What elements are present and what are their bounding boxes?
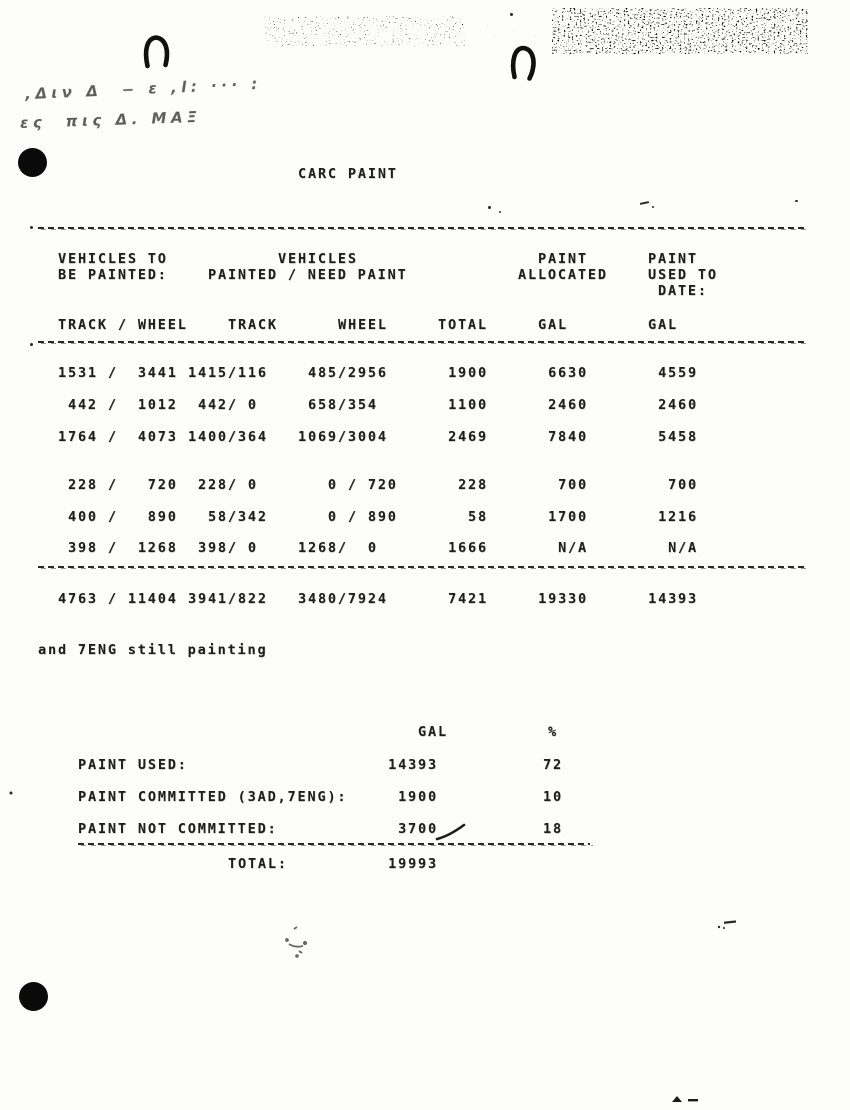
summary-pct-paint-used: 72 bbox=[543, 757, 563, 773]
scan-speck bbox=[30, 226, 33, 229]
cell-gal-used: 4559 bbox=[658, 365, 698, 381]
cell-gal-used: 1216 bbox=[658, 509, 698, 525]
scan-speck bbox=[488, 206, 491, 209]
summary-pct-paint-committed: 10 bbox=[543, 789, 563, 805]
punch-hole-bottom bbox=[19, 982, 48, 1011]
note-line: and 7ENG still painting bbox=[38, 642, 268, 658]
cell-total-gal-used: 14393 bbox=[648, 591, 698, 607]
cell-vehicles-track-wheel: 1531 / 3441 bbox=[58, 365, 178, 381]
group-header-paint-allocated-1: PAINT bbox=[538, 251, 588, 267]
scan-speck bbox=[499, 211, 501, 213]
cell-gal-used: 2460 bbox=[658, 397, 698, 413]
cell-total: 1666 bbox=[448, 540, 488, 556]
scan-speck bbox=[30, 343, 33, 346]
cell-painted-track: 442/ 0 bbox=[188, 397, 258, 413]
scan-speck bbox=[510, 13, 513, 16]
summary-label-paint-not-committed: PAINT NOT COMMITTED: bbox=[78, 821, 278, 837]
cell-painted-track: 58/342 bbox=[188, 509, 268, 525]
cell-painted-track: 1415/116 bbox=[188, 365, 268, 381]
cell-vehicles-track-wheel: 1764 / 4073 bbox=[58, 429, 178, 445]
cell-total: 1100 bbox=[448, 397, 488, 413]
handwritten-check-mark bbox=[437, 825, 464, 839]
summary-header-gal: GAL bbox=[418, 724, 448, 740]
scan-speck bbox=[652, 206, 654, 208]
summary-header-pct: % bbox=[548, 724, 558, 740]
handwriting-annotation-line2: ες πις Δ. ΜΑΞ bbox=[19, 107, 202, 133]
group-header-vehicles: VEHICLES bbox=[278, 251, 358, 267]
cell-gal-allocated: 6630 bbox=[548, 365, 588, 381]
cell-total: 228 bbox=[458, 477, 488, 493]
cell-painted-wheel: 0 / 720 bbox=[298, 477, 398, 493]
cell-vehicles-track-wheel: 442 / 1012 bbox=[58, 397, 178, 413]
group-header-be-painted: BE PAINTED: bbox=[58, 267, 168, 283]
cell-painted-wheel: 485/2956 bbox=[298, 365, 388, 381]
cell-gal-used: 5458 bbox=[658, 429, 698, 445]
summary-total-label: TOTAL: bbox=[228, 856, 288, 872]
summary-gal-paint-used: 14393 bbox=[388, 757, 438, 773]
cell-total: 1900 bbox=[448, 365, 488, 381]
summary-rule bbox=[78, 843, 590, 845]
table-rule-total bbox=[38, 566, 808, 568]
group-header-vehicles-to: VEHICLES TO bbox=[58, 251, 168, 267]
scan-speck bbox=[640, 201, 649, 205]
cell-vehicles-track-wheel: 398 / 1268 bbox=[58, 540, 178, 556]
cell-gal-allocated: N/A bbox=[558, 540, 588, 556]
cell-painted-track: 398/ 0 bbox=[188, 540, 258, 556]
table-rule-header bbox=[38, 341, 808, 343]
handwriting-annotation-line1: ,Διν Δ − ε ,l: ··· : bbox=[24, 74, 263, 104]
cell-gal-allocated: 2460 bbox=[548, 397, 588, 413]
cell-painted-wheel: 1268/ 0 bbox=[298, 540, 378, 556]
group-header-paint-used-2: USED TO bbox=[648, 267, 718, 283]
column-header-gal-used: GAL bbox=[648, 317, 678, 333]
summary-pct-paint-not-committed: 18 bbox=[543, 821, 563, 837]
binder-ring-mark-left bbox=[146, 38, 167, 67]
summary-gal-paint-committed: 1900 bbox=[398, 789, 438, 805]
cell-total-vehicles-track-wheel: 4763 / 11404 bbox=[58, 591, 178, 607]
report-title: CARC PAINT bbox=[298, 166, 398, 182]
scan-mark-right bbox=[718, 920, 736, 929]
group-header-paint-used-1: PAINT bbox=[648, 251, 698, 267]
cell-total-total: 7421 bbox=[448, 591, 488, 607]
cell-gal-used: 700 bbox=[668, 477, 698, 493]
cell-gal-used: N/A bbox=[668, 540, 698, 556]
cell-total-painted-wheel: 3480/7924 bbox=[298, 591, 388, 607]
column-header-gal-allocated: GAL bbox=[538, 317, 568, 333]
summary-label-paint-used: PAINT USED: bbox=[78, 757, 188, 773]
cell-painted-wheel: 0 / 890 bbox=[298, 509, 398, 525]
table-rule-top bbox=[38, 227, 808, 229]
column-header-total: TOTAL bbox=[438, 317, 488, 333]
cell-vehicles-track-wheel: 400 / 890 bbox=[58, 509, 178, 525]
summary-total-gal: 19993 bbox=[388, 856, 438, 872]
binder-ring-mark-right bbox=[513, 48, 533, 79]
pencil-smudge bbox=[286, 927, 306, 957]
cell-total-gal-allocated: 19330 bbox=[538, 591, 588, 607]
cell-total: 2469 bbox=[448, 429, 488, 445]
cell-painted-track: 228/ 0 bbox=[188, 477, 258, 493]
scan-speck bbox=[795, 200, 798, 202]
summary-label-paint-committed: PAINT COMMITTED (3AD,7ENG): bbox=[78, 789, 348, 805]
summary-gal-paint-not-committed: 3700 bbox=[398, 821, 438, 837]
punch-hole-top bbox=[18, 148, 47, 177]
column-header-track-wheel: TRACK / WHEEL bbox=[58, 317, 188, 333]
cell-painted-wheel: 658/354 bbox=[298, 397, 378, 413]
scan-speck bbox=[10, 792, 13, 795]
group-header-paint-used-3: DATE: bbox=[658, 283, 708, 299]
column-header-wheel: WHEEL bbox=[338, 317, 388, 333]
scan-mark-bottom-right bbox=[672, 1096, 698, 1102]
cell-gal-allocated: 7840 bbox=[548, 429, 588, 445]
cell-total-painted-track: 3941/822 bbox=[188, 591, 268, 607]
cell-gal-allocated: 700 bbox=[558, 477, 588, 493]
cell-painted-track: 1400/364 bbox=[188, 429, 268, 445]
group-header-paint-allocated-2: ALLOCATED bbox=[518, 267, 608, 283]
group-header-painted-need-paint: PAINTED / NEED PAINT bbox=[208, 267, 408, 283]
cell-total: 58 bbox=[468, 509, 488, 525]
column-header-track: TRACK bbox=[228, 317, 278, 333]
cell-vehicles-track-wheel: 228 / 720 bbox=[58, 477, 178, 493]
cell-gal-allocated: 1700 bbox=[548, 509, 588, 525]
cell-painted-wheel: 1069/3004 bbox=[298, 429, 388, 445]
